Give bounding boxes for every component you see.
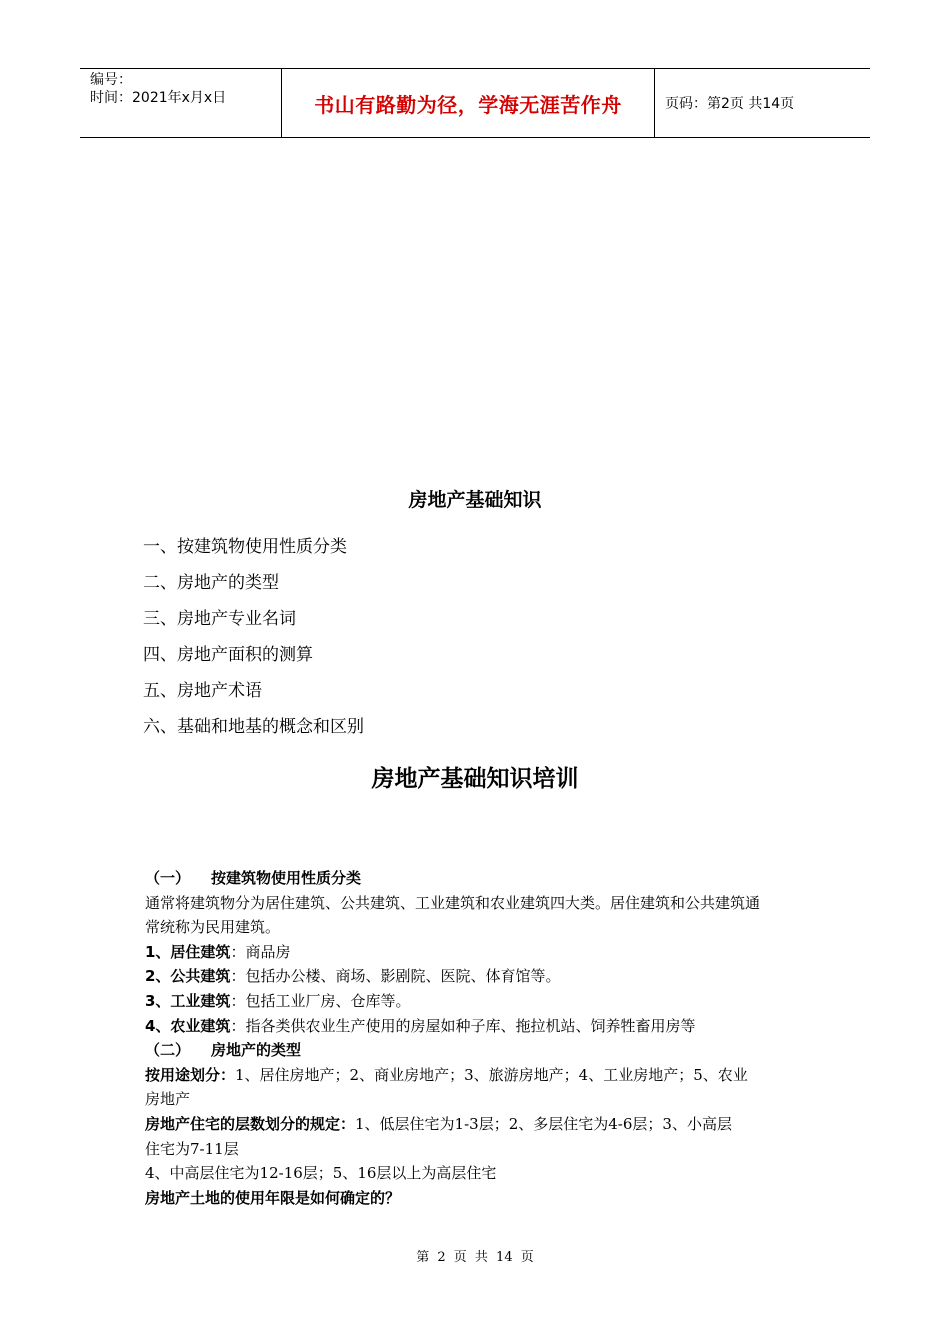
item-text: ：指各类供农业生产使用的房屋如种子库、拖拉机站、饲养牲畜用房等 xyxy=(230,1016,696,1035)
item-text: ：包括工业厂房、仓库等。 xyxy=(230,991,411,1010)
list-item xyxy=(145,940,815,965)
doc-title: 房地产基础知识 xyxy=(408,489,542,511)
paragraph: 4、中高层住宅为12-16层；5、16层以上为高层住宅 xyxy=(145,1164,497,1183)
usage-text: 1、居住房地产；2、商业房地产；3、旅游房地产；4、工业房地产；5、农业 xyxy=(235,1065,748,1084)
item-label: 3、工业建筑 xyxy=(145,991,231,1010)
item-label: 2、公共建筑 xyxy=(145,967,231,986)
toc-item: 一、按建筑物使用性质分类 xyxy=(143,537,347,557)
section-title: 房地产的类型 xyxy=(211,1041,302,1060)
paragraph: 常统称为民用建筑。 xyxy=(145,918,281,937)
time-label: 时间：2021年x月x日 xyxy=(90,90,227,106)
section-number: （二） xyxy=(145,1041,191,1060)
usage-label: 按用途划分： xyxy=(145,1065,236,1084)
training-title: 房地产基础知识培训 xyxy=(371,766,579,792)
floors-label: 房地产住宅的层数划分的规定： xyxy=(145,1114,356,1133)
paragraph: 房地产 xyxy=(145,1090,191,1109)
number-label: 编号： xyxy=(90,72,132,88)
list-item xyxy=(145,1014,815,1039)
paragraph xyxy=(145,1063,815,1088)
item-text: ：包括办公楼、商场、影剧院、医院、体育馆等。 xyxy=(230,967,561,986)
section-heading xyxy=(145,866,815,891)
toc-item: 二、房地产的类型 xyxy=(143,573,279,593)
list-item xyxy=(145,989,815,1014)
toc-item: 六、基础和地基的概念和区别 xyxy=(143,717,364,737)
paragraph xyxy=(145,1112,815,1137)
toc-item: 三、房地产专业名词 xyxy=(143,609,296,629)
section-number: （一） xyxy=(145,869,191,887)
paragraph: 通常将建筑物分为居住建筑、公共建筑、工业建筑和农业建筑四大类。居住建筑和公共建筑通 xyxy=(145,893,761,912)
body-content xyxy=(145,866,815,1210)
section-title: 按建筑物使用性质分类 xyxy=(211,869,362,887)
header-page-info: 页码：第2页 共14页 xyxy=(665,96,795,112)
header-table xyxy=(80,68,870,138)
section-heading xyxy=(145,1038,815,1063)
toc-item: 五、房地产术语 xyxy=(143,681,262,701)
header-motto: 书山有路勤为径，学海无涯苦作舟 xyxy=(282,69,655,137)
floors-text: 1、低层住宅为1-3层；2、多层住宅为4-6层；3、小高层 xyxy=(355,1114,732,1133)
toc-item: 四、房地产面积的测算 xyxy=(143,645,313,665)
item-text: ：商品房 xyxy=(230,942,291,961)
table-of-contents xyxy=(143,534,364,750)
question-heading: 房地产土地的使用年限是如何确定的？ xyxy=(145,1188,401,1207)
item-label: 1、居住建筑 xyxy=(145,942,231,961)
header-meta-cell xyxy=(80,69,282,137)
list-item xyxy=(145,964,815,989)
item-label: 4、农业建筑 xyxy=(145,1016,231,1035)
paragraph: 住宅为7-11层 xyxy=(145,1139,239,1158)
page-footer: 第 2 页 共 14 页 xyxy=(416,1250,534,1265)
